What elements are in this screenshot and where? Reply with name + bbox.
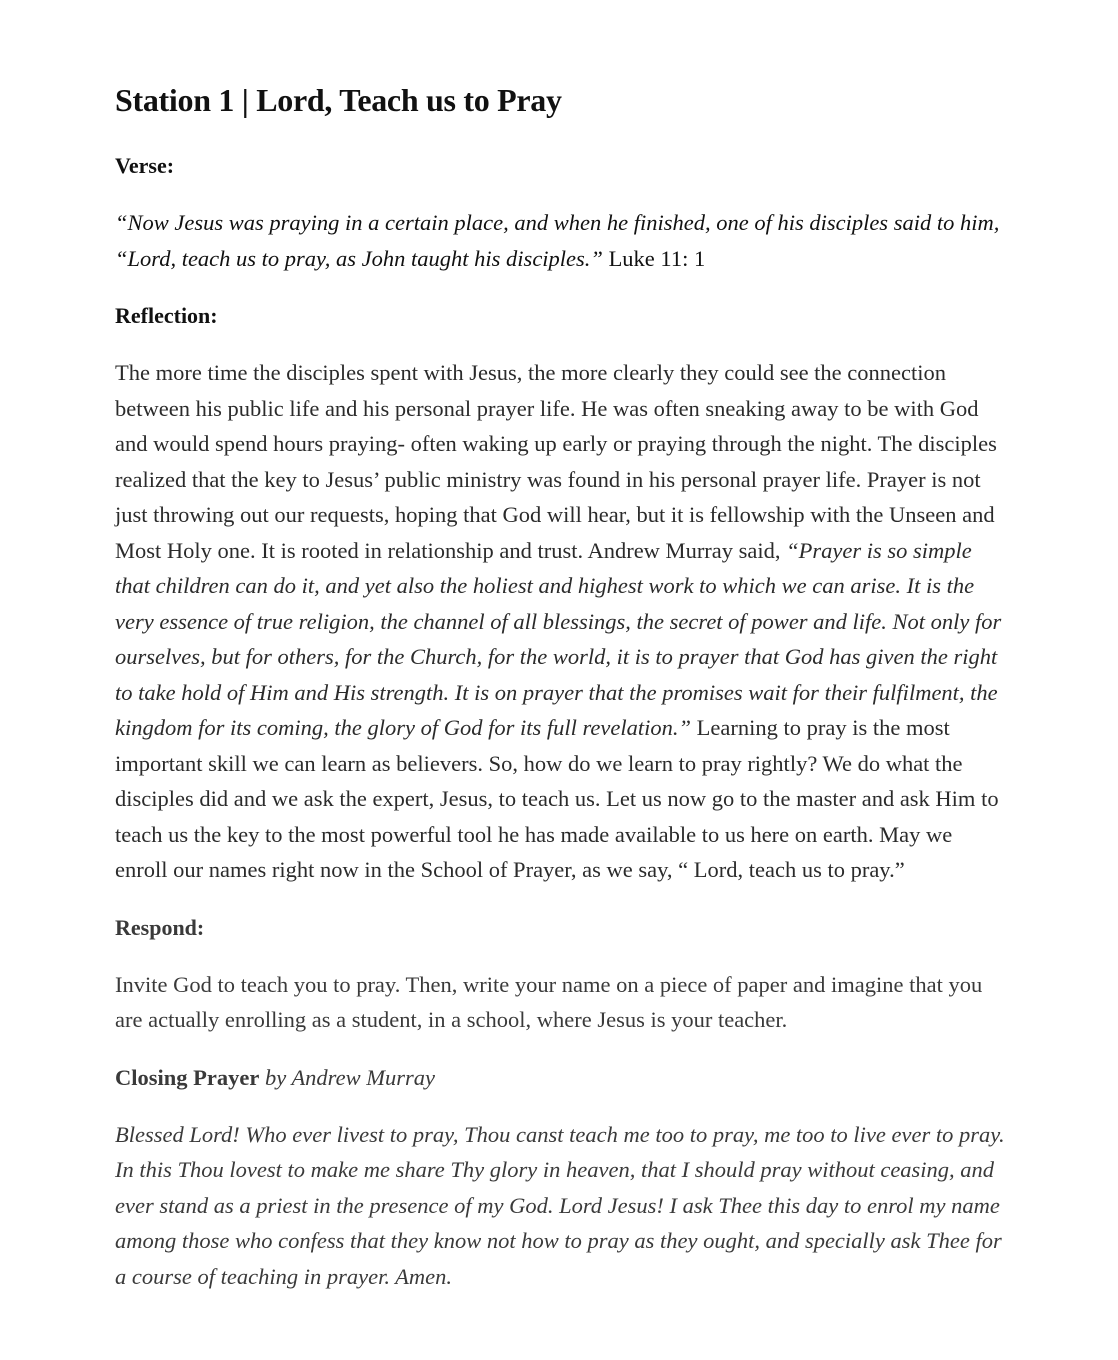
closing-prayer-label: Closing Prayer — [115, 1064, 260, 1090]
closing-prayer-author: by Andrew Murray — [264, 1064, 435, 1090]
verse-paragraph — [115, 205, 1008, 276]
verse-label: Verse: — [115, 153, 175, 178]
reflection-quote: “Prayer is so simple that children can do it, and yet also the holiest and highest work to which we can arise. It is the very essence of true religion, the channel of all blessings, the secret of power and life. Not only for ourselves, but for others, for the Church, for the world, it is to prayer that God has given the right to take hold of Him and His strength. It is on prayer that the promises wait for their fulfilment, the kingdom for its coming, the glory of God for its full revelation.” — [115, 537, 1002, 740]
closing-prayer-heading — [115, 1060, 1008, 1095]
reflection-paragraph — [115, 355, 1008, 888]
reflection-outro: Learning to pray is the most important skill we can learn as believers. So, how do we learn to pray rightly? We do what the disciples did and we ask the expert, Jesus, to teach us. Let us now go to the master and ask Him to teach us the key to the most powerful tool he has made available to us here on earth. May we enroll our names right now in the School of Prayer, as we say, “ Lord, teach us to pray.” — [115, 715, 999, 882]
reflection-label: Reflection: — [115, 303, 218, 328]
reflection-intro: The more time the disciples spent with Jesus, the more clearly they could see the connection between his public life and his personal prayer life. He was often sneaking away to be with God and would spend hours praying- often waking up early or praying through the night. The disciples realized that the key to Jesus’ public ministry was found in his personal prayer life. Prayer is not just throwing out our requests, hoping that God will hear, but it is fellowship with the Unseen and Most Holy one. It is rooted in relationship and trust. Andrew Murray said, — [115, 360, 997, 563]
respond-label: Respond: — [115, 914, 205, 940]
verse-text: “Now Jesus was praying in a certain place, and when he finished, one of his disciples said to him, “Lord, teach us to pray, as John taught his disciples.” — [115, 210, 1000, 271]
verse-reference: Luke 11: 1 — [608, 245, 706, 271]
respond-paragraph: Invite God to teach you to pray. Then, write your name on a piece of paper and imagine that you are actually enrolling as a student, in a school, where Jesus is your teacher. — [115, 971, 983, 1032]
closing-prayer-text: Blessed Lord! Who ever livest to pray, Thou canst teach me too to pray, me too to live ever to pray. In this Thou lovest to make me share Thy glory in heaven, that I should pray without ceasing, and ever stand as a priest in the presence of my God. Lord Jesus! I ask Thee this day to enrol my name among those who confess that they know not how to pray as they ought, and specially ask Thee for a course of teaching in prayer. Amen. — [115, 1121, 1005, 1289]
page-title: Station 1 | Lord, Teach us to Pray — [115, 82, 562, 118]
